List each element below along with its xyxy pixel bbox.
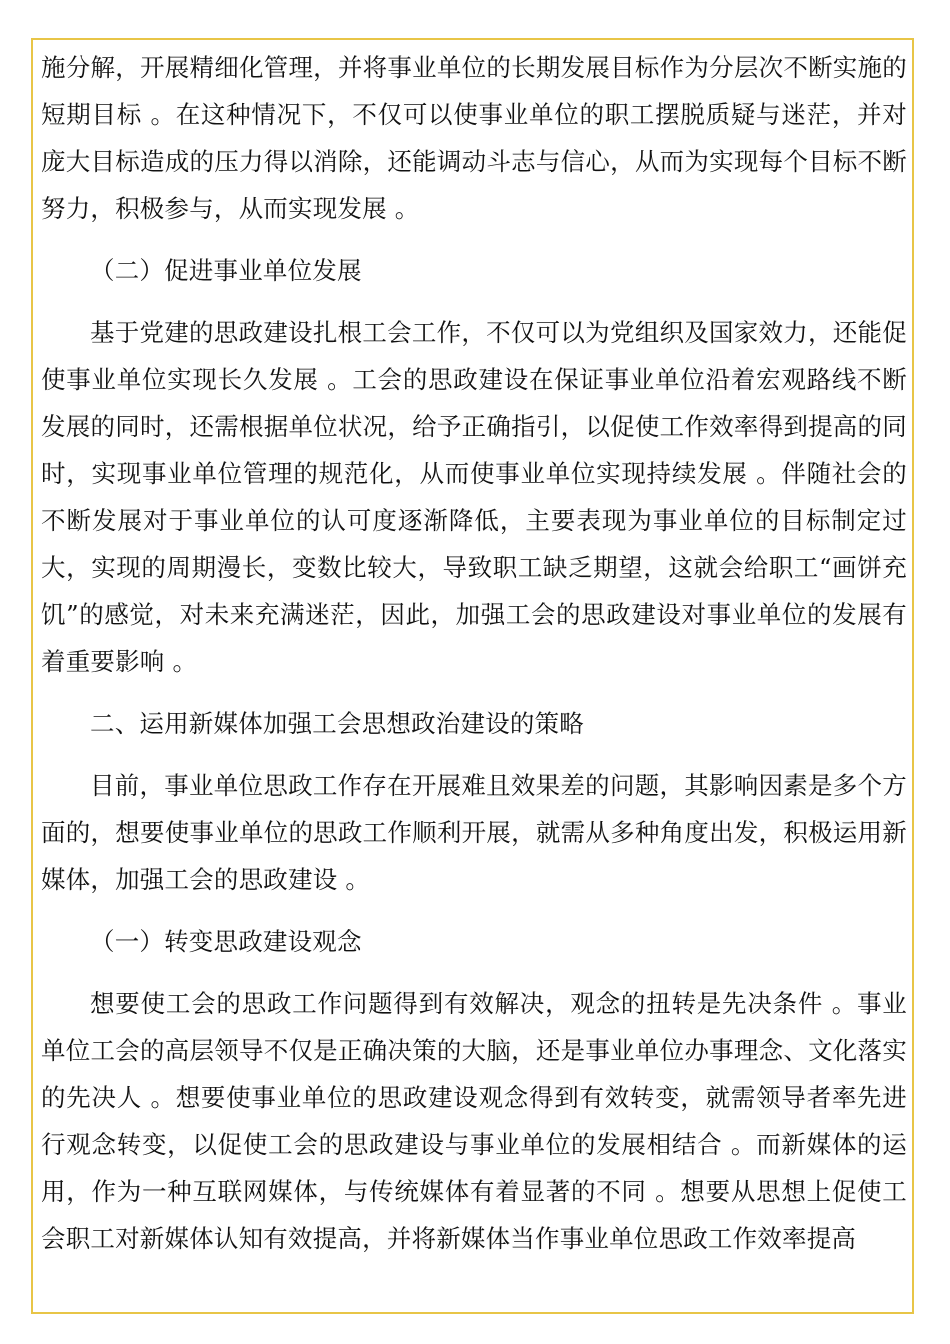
paragraph-development: 基于党建的思政建设扎根工会工作，不仅可以为党组织及国家效力，还能促使事业单位实现长久发展 。工会的思政建设在保证事业单位沿着宏观路线不断发展的同时，还需根据单位状况，给予正确指引，以促使工作效率得到提高的同时，实现事业单位管理的规范化，从而使事业单位实现持续发展 。伴随社会的不断发展对于事业单位的认可度逐渐降低，主要表现为事业单位的目标制定过大，实现的周期漫长，变数比较大，导致职工缺乏期望，这就会给职工“画饼充饥”的感觉，对未来充满迷茫，因此，加强工会的思政建设对事业单位的发展有着重要影响 。 <box>41 318 907 676</box>
section-heading-2: （二）促进事业单位发展 <box>90 256 362 285</box>
spacer <box>41 747 907 762</box>
document-body <box>41 44 907 1262</box>
spacer <box>41 903 907 918</box>
spacer <box>41 685 907 700</box>
chapter-heading-strategies: 二、运用新媒体加强工会思想政治建设的策略 <box>90 709 584 738</box>
section-heading-1: （一）转变思政建设观念 <box>90 927 362 956</box>
spacer <box>41 232 907 247</box>
paragraph-concept-change: 想要使工会的思政工作问题得到有效解决，观念的扭转是先决条件 。事业单位工会的高层领导不仅是正确决策的大脑，还是事业单位办事理念、文化落实的先决人 。想要使事业单位的思政建设观念得到有效转变，就需领导者率先进行观念转变，以促使工会的思政建设与事业单位的发展相结合 。而新媒体的运用，作为一种互联网媒体，与传统媒体有着显著的不同 。想要从思想上促使工会职工对新媒体认知有效提高，并将新媒体当作事业单位思政工作效率提高 <box>41 989 907 1253</box>
paragraph-current-situation: 目前，事业单位思政工作存在开展难且效果差的问题，其影响因素是多个方面的，想要使事业单位的思政工作顺利开展，就需从多种角度出发，积极运用新媒体，加强工会的思政建设 。 <box>41 771 907 894</box>
spacer <box>41 965 907 980</box>
spacer <box>41 294 907 309</box>
paragraph-continuation: 施分解，开展精细化管理，并将事业单位的长期发展目标作为分层次不断实施的短期目标 。在这种情况下，不仅可以使事业单位的职工摆脱质疑与迷茫，并对庞大目标造成的压力得以消除，还能调动斗志与信心，从而为实现每个目标不断努力，积极参与，从而实现发展 。 <box>41 53 907 223</box>
